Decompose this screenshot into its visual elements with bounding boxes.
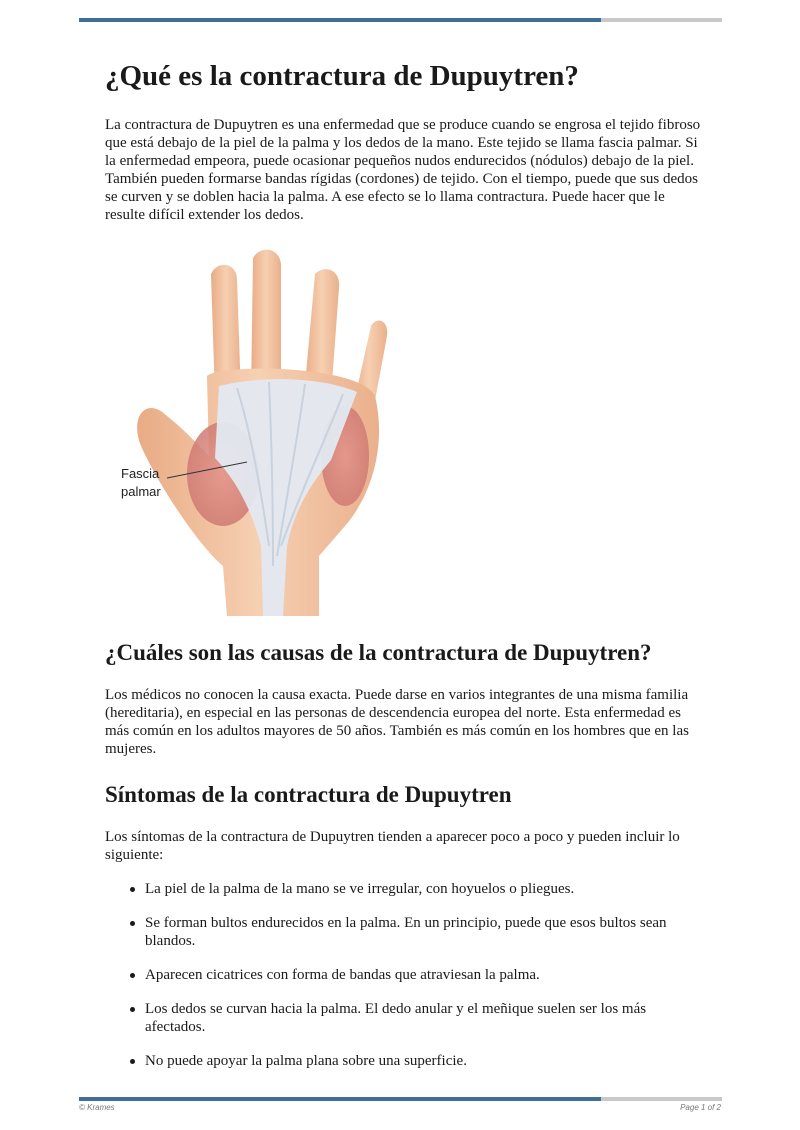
illustration-label-line1: Fascia bbox=[121, 466, 160, 481]
symptoms-intro: Los síntomas de la contractura de Dupuytren tienden a aparecer poco a poco y pueden incluir lo siguiente: bbox=[105, 829, 680, 863]
list-item: Los dedos se curvan hacia la palma. El dedo anular y el meñique suelen ser los más afectados. bbox=[130, 1000, 705, 1036]
illustration-label-line2: palmar bbox=[121, 484, 161, 499]
hand-illustration bbox=[119, 246, 399, 616]
symptoms-heading: Síntomas de la contractura de Dupuytren bbox=[105, 782, 512, 807]
page-title: ¿Qué es la contractura de Dupuytren? bbox=[105, 60, 579, 92]
list-item: La piel de la palma de la mano se ve irregular, con hoyuelos o pliegues. bbox=[130, 880, 705, 898]
list-item: Aparecen cicatrices con forma de bandas que atraviesan la palma. bbox=[130, 966, 705, 984]
causes-paragraph: Los médicos no conocen la causa exacta. Puede darse en varios integrantes de una misma familia (hereditaria), en especial en las personas de descendencia europea del norte. Esta enfermedad es más común en los adultos mayores de 50 años. También es más común en los hombres que en las mujeres. bbox=[105, 687, 689, 757]
symptoms-list bbox=[105, 880, 705, 1070]
causes-heading: ¿Cuáles son las causas de la contractura de Dupuytren? bbox=[105, 640, 652, 665]
list-item: No puede apoyar la palma plana sobre una superficie. bbox=[130, 1052, 705, 1070]
footer-copyright: © Krames bbox=[79, 1103, 115, 1112]
document-body bbox=[105, 58, 705, 1086]
footer-page-number: Page 1 of 2 bbox=[680, 1103, 721, 1112]
footer-progress-bar bbox=[79, 1097, 722, 1101]
intro-paragraph: La contractura de Dupuytren es una enfermedad que se produce cuando se engrosa el tejido fibroso que está debajo de la piel de la palma y los dedos de la mano. Este tejido se llama fascia palmar. Si la enfermedad empeora, puede ocasionar pequeños nudos endurecidos (nódulos) debajo de la piel. También pueden formarse bandas rígidas (cordones) de tejido. Con el tiempo, puede que sus dedos se curven y se doblen hacia la palma. A ese efecto se lo llama contractura. Puede hacer que le resulte difícil extender los dedos. bbox=[105, 117, 701, 223]
header-progress-bar bbox=[79, 18, 722, 22]
list-item: Se forman bultos endurecidos en la palma. En un principio, puede que esos bultos sean blandos. bbox=[130, 914, 705, 950]
